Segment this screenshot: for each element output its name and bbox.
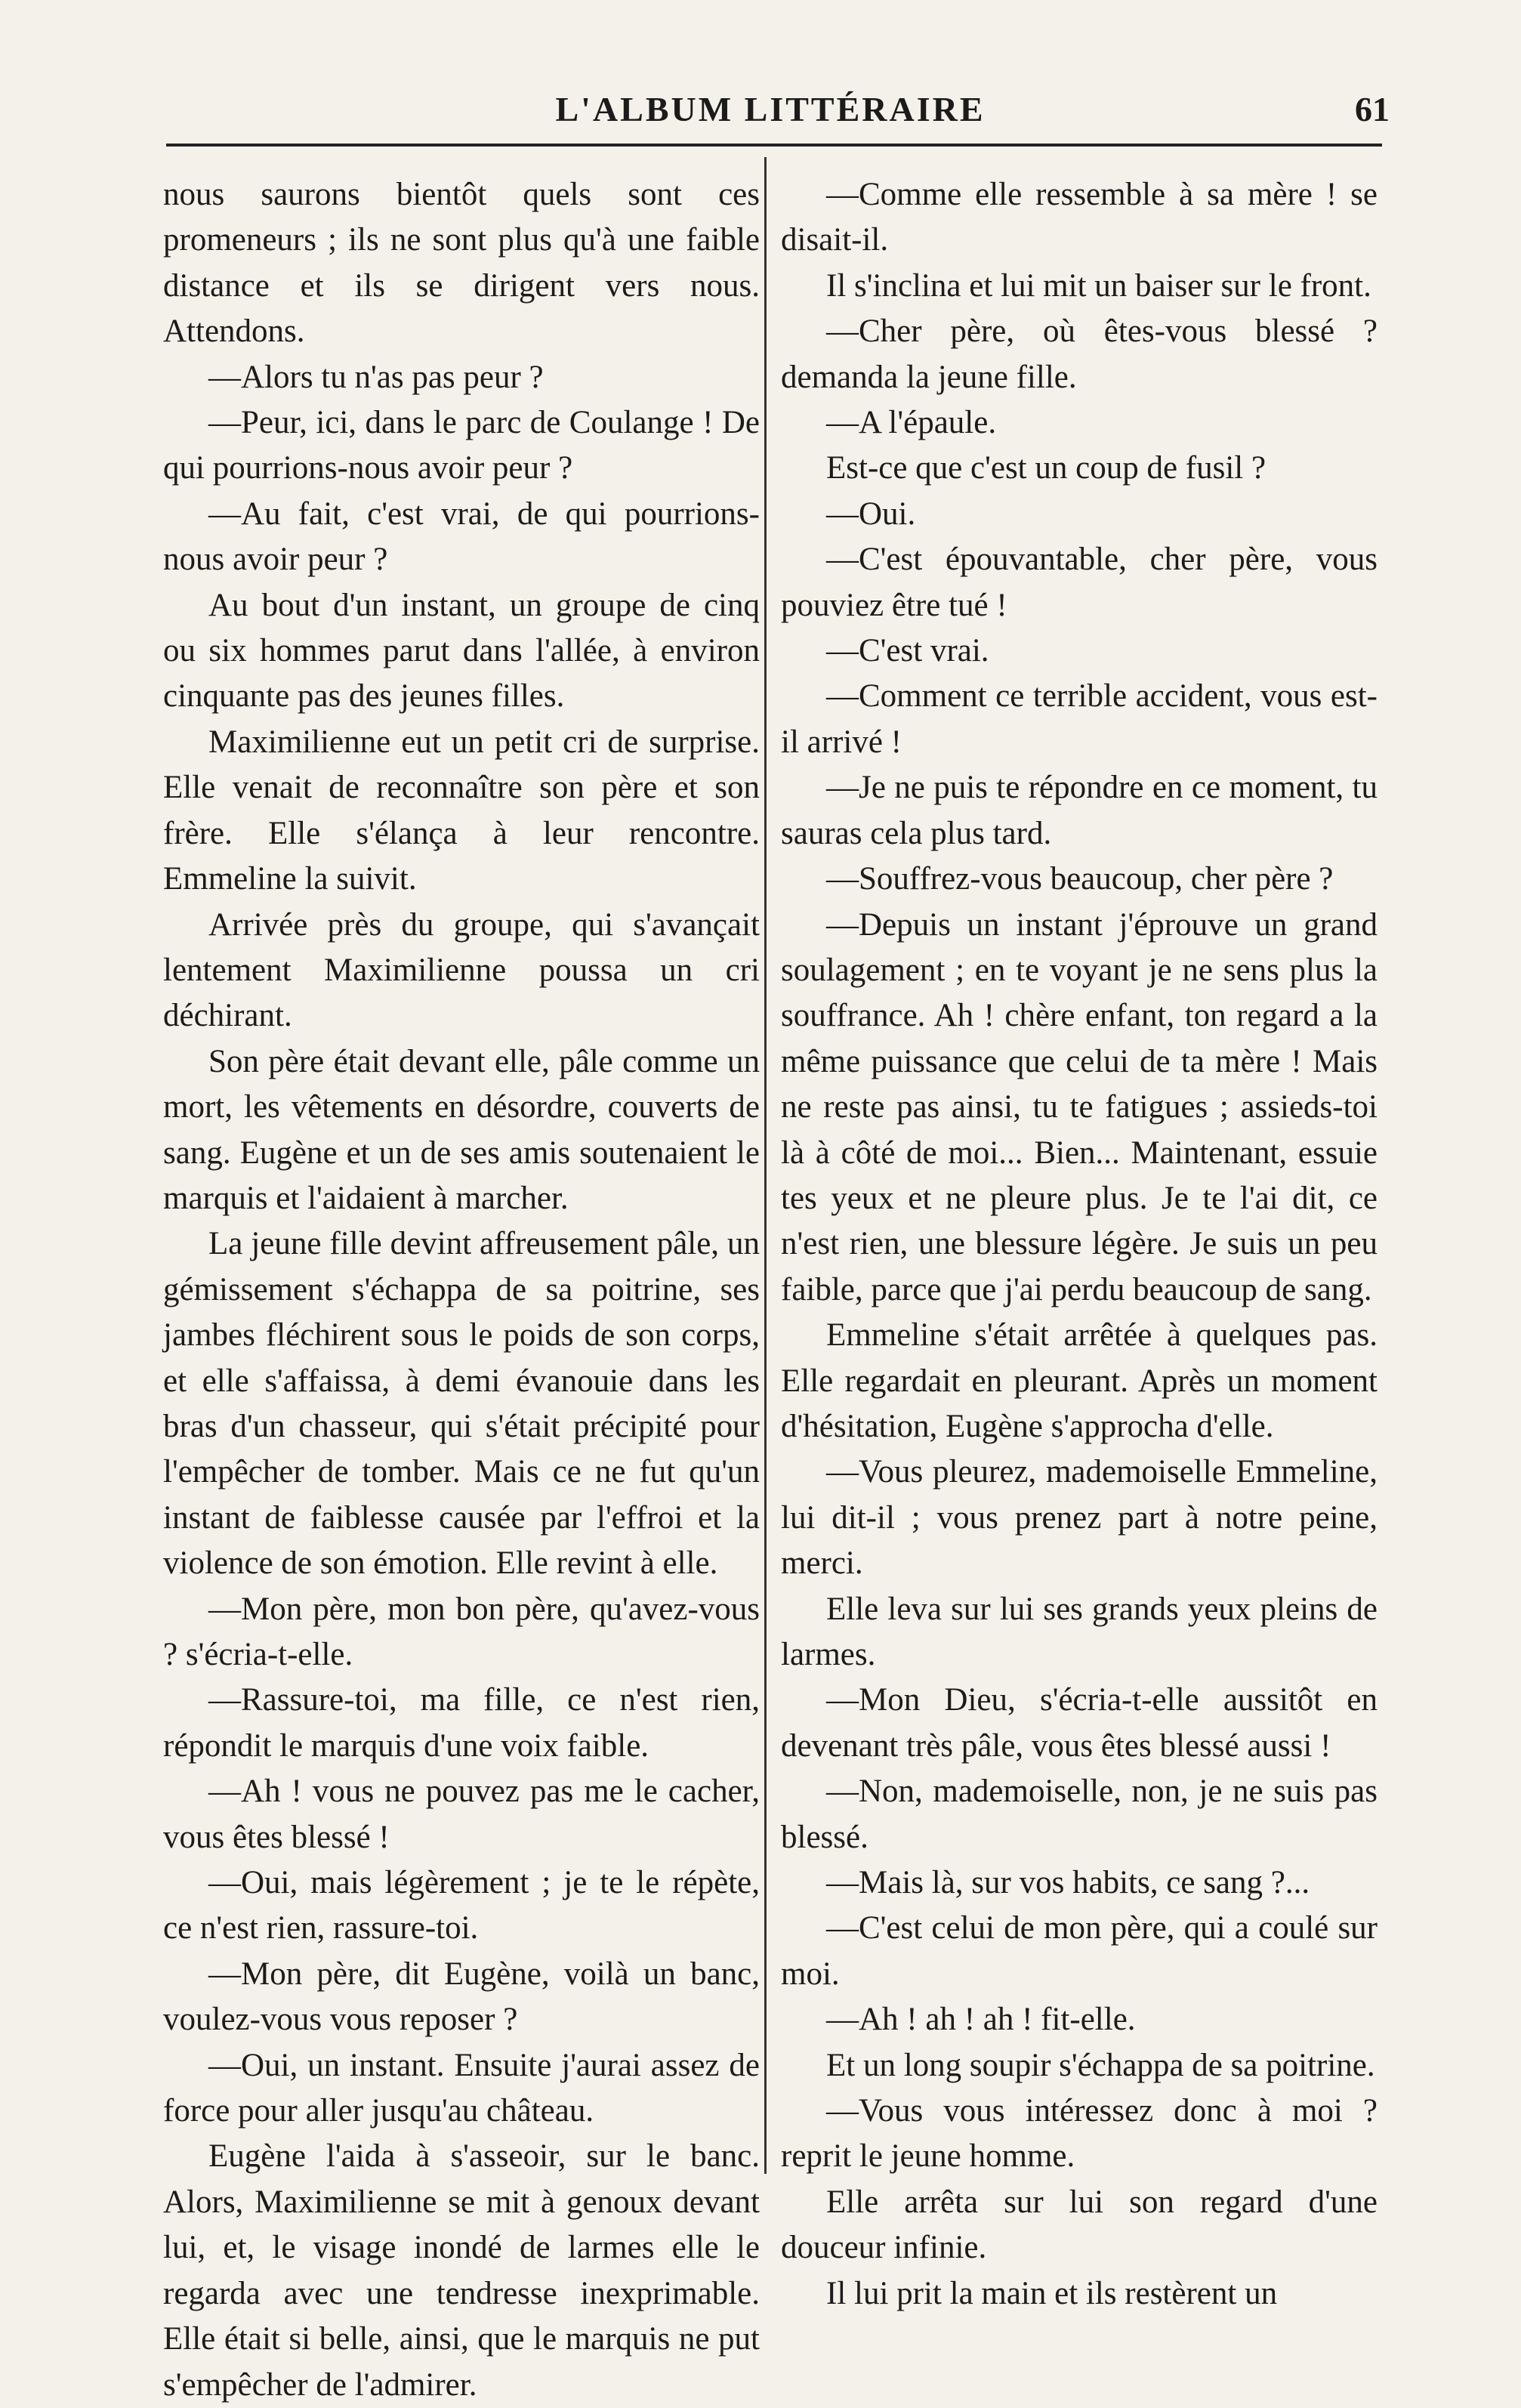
paragraph: —Mais là, sur vos habits, ce sang ?...: [826, 1865, 1310, 1901]
right-column: [781, 172, 1378, 2317]
paragraph: —Oui, mais légèrement ; je te le répète, ce n'est rien, rassure-toi.: [163, 1865, 760, 1946]
paragraph: —Mon père, dit Eugène, voilà un banc, voulez-vous vous reposer ?: [163, 1956, 760, 2038]
paragraph: —Cher père, où êtes-vous blessé ? demanda la jeune fille.: [781, 313, 1378, 395]
paragraph: —Oui.: [826, 495, 916, 532]
paragraph: —Peur, ici, dans le parc de Coulange ! De qui pourrions-nous avoir peur ?: [163, 405, 760, 486]
paragraph: Elle arrêta sur lui son regard d'une douceur infinie.: [781, 2184, 1378, 2266]
paragraph: Est-ce que c'est un coup de fusil ?: [826, 450, 1266, 486]
paragraph: —Non, mademoiselle, non, je ne suis pas blessé.: [781, 1774, 1378, 1855]
paragraph: —Comme elle ressemble à sa mère ! se disait-il.: [781, 177, 1378, 258]
paragraph: —Oui, un instant. Ensuite j'aurai assez de force pour aller jusqu'au château.: [163, 2047, 760, 2129]
column-divider: [764, 157, 767, 2174]
paragraph: —C'est épouvantable, cher père, vous pouviez être tué !: [781, 542, 1378, 623]
paragraph: —Vous pleurez, mademoiselle Emmeline, lui dit-il ; vous prenez part à notre peine, merci.: [781, 1454, 1378, 1582]
paragraph: Emmeline s'était arrêtée à quelques pas. Elle regardait en pleurant. Après un moment d'hésitation, Eugène s'approcha d'elle.: [781, 1317, 1378, 1444]
paragraph: Elle leva sur lui ses grands yeux pleins de larmes.: [781, 1591, 1378, 1672]
paragraph: —Ah ! ah ! ah ! fit-elle.: [826, 2002, 1136, 2038]
paragraph: —C'est celui de mon père, qui a coulé sur moi.: [781, 1910, 1378, 1992]
paragraph: —Rassure-toi, ma fille, ce n'est rien, répondit le marquis d'une voix faible.: [163, 1682, 760, 1764]
paragraph: La jeune fille devint affreusement pâle, un gémissement s'échappa de sa poitrine, ses jambes fléchirent sous le poids de son corps, et elle s'affaissa, à demi évanouie dans les bras d'un chasseur, qui s'était précipité pour l'empêcher de tomber. Mais ce ne fut qu'un instant de faiblesse causée par l'effroi et la violence de son émotion. Elle revint à elle.: [163, 1226, 760, 1582]
paragraph: —Vous vous intéressez donc à moi ? reprit le jeune homme.: [781, 2093, 1378, 2175]
paragraph: Eugène l'aida à s'asseoir, sur le banc. Alors, Maximilienne se mit à genoux devant lui, et, le visage inondé de larmes elle le regarda avec une tendresse inexprimable. Elle était si belle, ainsi, que le marquis ne put s'empêcher de l'admirer.: [163, 2138, 760, 2403]
page-number: 61: [1355, 90, 1390, 128]
paragraph: Il s'inclina et lui mit un baiser sur le front.: [826, 267, 1371, 304]
paragraph: —Depuis un instant j'éprouve un grand soulagement ; en te voyant je ne sens plus la souffrance. Ah ! chère enfant, ton regard a la même puissance que celui de ta mère ! Mais ne reste pas ainsi, tu te fatigues ; assieds-toi là à côté de moi... Bien... Maintenant, essuie tes yeux et ne pleure plus. Je te l'ai dit, ce n'est rien, une blessure légère. Je suis un peu faible, parce que j'ai perdu beaucoup de sang.: [781, 906, 1378, 1307]
paragraph: Arrivée près du groupe, qui s'avançait lentement Maximilienne poussa un cri déchirant.: [163, 906, 760, 1034]
paragraph: —C'est vrai.: [826, 633, 989, 669]
paragraph: Son père était devant elle, pâle comme un mort, les vêtements en désordre, couverts de sang. Eugène et un de ses amis soutenaient le marquis et l'aidaient à marcher.: [163, 1043, 760, 1216]
paragraph: Maximilienne eut un petit cri de surprise. Elle venait de reconnaître son père et son frère. Elle s'élança à leur rencontre. Emmeline la suivit.: [163, 724, 760, 897]
paragraph: —Alors tu n'as pas peur ?: [208, 359, 544, 395]
paragraph: Il lui prit la main et ils restèrent un: [826, 2275, 1278, 2311]
paragraph: —Au fait, c'est vrai, de qui pourrions-nous avoir peur ?: [163, 495, 760, 578]
paragraph: —A l'épaule.: [826, 405, 997, 441]
header-rule: [166, 144, 1382, 147]
paragraph: —Mon père, mon bon père, qu'avez-vous ? s'écria-t-elle.: [163, 1591, 760, 1672]
paragraph: Et un long soupir s'échappa de sa poitrine.: [826, 2047, 1375, 2083]
paragraph: —Je ne puis te répondre en ce moment, tu sauras cela plus tard.: [781, 770, 1378, 851]
paragraph: —Mon Dieu, s'écria-t-elle aussitôt en devenant très pâle, vous êtes blessé aussi !: [781, 1682, 1378, 1764]
paragraph: —Comment ce terrible accident, vous est-il arrivé !: [781, 678, 1378, 760]
page-header: [166, 89, 1390, 142]
running-title: L'ALBUM LITTÉRAIRE: [555, 90, 986, 128]
paragraph: —Souffrez-vous beaucoup, cher père ?: [826, 861, 1334, 897]
paragraph: Au bout d'un instant, un groupe de cinq ou six hommes parut dans l'allée, à environ cinquante pas des jeunes filles.: [163, 587, 760, 715]
paragraph: nous saurons bientôt quels sont ces promeneurs ; ils ne sont plus qu'à une faible distance et ils se dirigent vers nous. Attendons.: [163, 177, 760, 350]
paragraph: —Ah ! vous ne pouvez pas me le cacher, vous êtes blessé !: [163, 1774, 760, 1855]
left-column: [163, 172, 760, 2408]
